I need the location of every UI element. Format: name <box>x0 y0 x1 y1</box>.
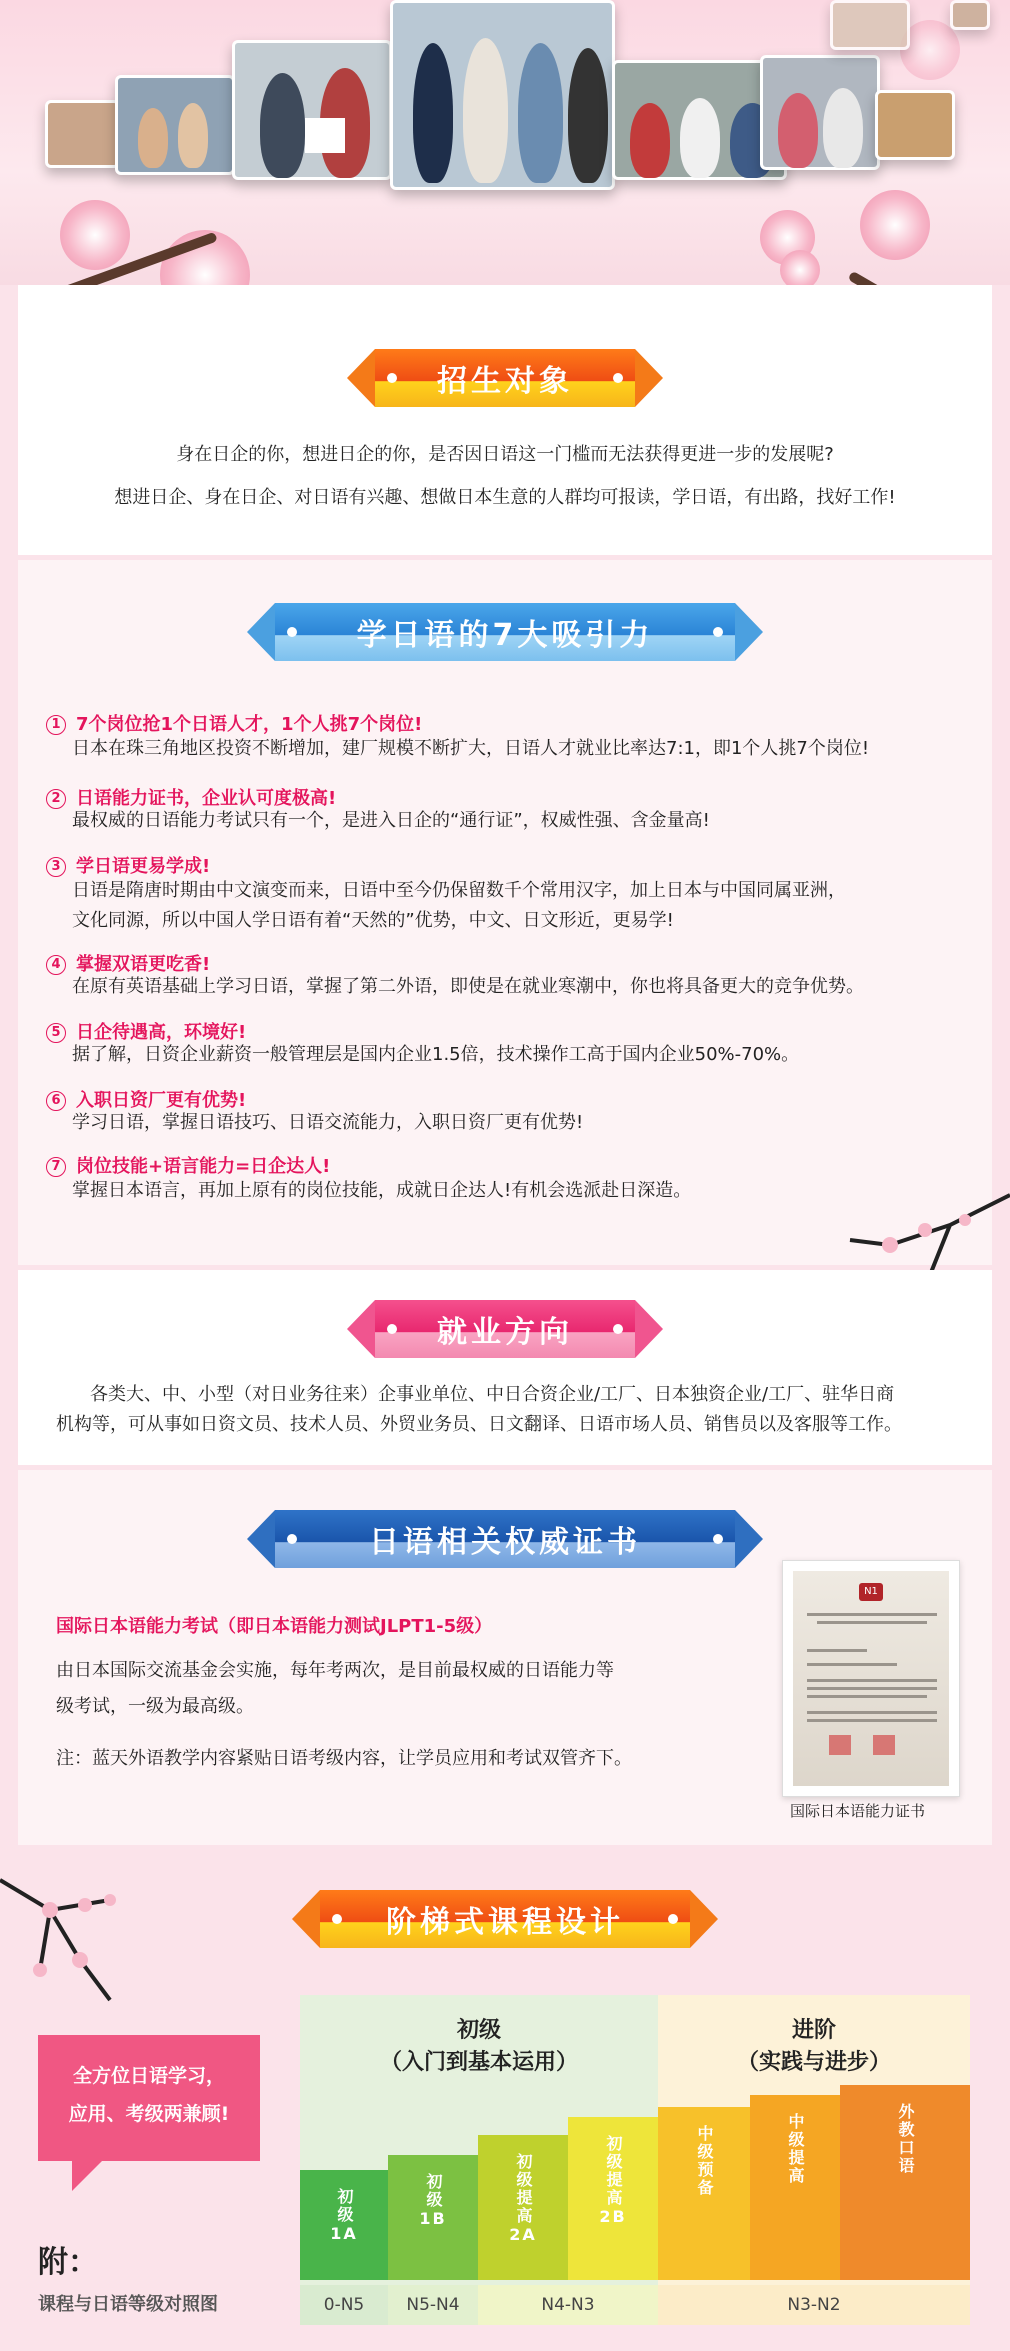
course-title: 阶梯式课程设计 <box>320 1890 690 1948</box>
n1-logo-icon: N1 <box>859 1583 883 1601</box>
course-bubble: 全方位日语学习， 应用、考级两兼顾! <box>38 2035 260 2161</box>
certificate-photo <box>232 40 392 180</box>
attraction-5-title: 5 日企待遇高，环境好! <box>46 1018 246 1044</box>
appendix-subtitle: 课程与日语等级对照图 <box>38 2294 218 2315</box>
attraction-7-body: 掌握日本语言，再加上原有的岗位技能，成就日企达人!有机会选派赴日深造。 <box>72 1180 692 1201</box>
certificate-desc-1: 由日本国际交流基金会实施，每年考两次，是目前最权威的日语能力等 <box>56 1660 614 1681</box>
certificate-image <box>782 1560 960 1797</box>
blossom-icon <box>780 250 820 285</box>
course-step-2b: 初级提高 2B <box>568 2117 658 2280</box>
attraction-3-body-2: 文化同源，所以中国人学日语有着“天然的”优势，中文、日文形近，更易学! <box>72 910 674 931</box>
attraction-5-body: 据了解，日资企业薪资一般管理层是国内企业1.5倍，技术操作工高于国内企业50%-70%。 <box>72 1044 800 1065</box>
hero-banner <box>0 0 1010 285</box>
course-step-mid-prep: 中级预备 <box>658 2107 750 2280</box>
attractions-title: 学日语的7大吸引力 <box>275 603 735 661</box>
attraction-6-body: 学习日语，掌握日语技巧、日语交流能力，入职日资厂更有优势! <box>72 1112 584 1133</box>
certificate-note: 注：蓝天外语教学内容紧贴日语考级内容，让学员应用和考试双管齐下。 <box>56 1748 632 1769</box>
attraction-7-title: 7 岗位技能+语言能力=日企达人! <box>46 1152 330 1178</box>
group-photo <box>115 75 235 175</box>
level-n4-n3: N4-N3 <box>478 2285 658 2325</box>
certificate-subtitle: 国际日本语能力考试（即日本语能力测试JLPT1-5级） <box>56 1616 493 1637</box>
zone-advanced-title: 进阶 （实践与进步） <box>736 2018 891 2075</box>
appendix-title: 附： <box>38 2245 98 2280</box>
group-photo <box>45 100 120 168</box>
certificate-desc-2: 级考试，一级为最高级。 <box>56 1696 254 1717</box>
employment-line-1: 各类大、中、小型（对日业务往来）企事业单位、中日合资企业/工厂、日本独资企业/工厂、驻华日商 <box>90 1384 895 1405</box>
attraction-2-body: 最权威的日语能力考试只有一个，是进入日企的“通行证”，权威性强、含金量高! <box>72 810 710 831</box>
attraction-1-title: 1 7个岗位抢1个日语人才，1个人挑7个岗位! <box>46 710 422 736</box>
course-step-mid-up: 中级提高 <box>750 2095 840 2280</box>
branch-icon <box>848 271 1009 285</box>
blossom-branch-icon <box>0 1860 160 2010</box>
course-chart <box>300 1995 970 2325</box>
attraction-1-body: 日本在珠三角地区投资不断增加，建厂规模不断扩大，日语人才就业比率达7:1，即1个人挑7个岗位! <box>72 738 870 759</box>
attraction-3-title: 3 学日语更易学成! <box>46 852 210 878</box>
team-photo <box>390 0 615 190</box>
course-step-1a: 初级 1A <box>300 2170 388 2280</box>
target-section <box>18 285 992 555</box>
group-photo <box>760 55 880 170</box>
employment-title: 就业方向 <box>375 1300 635 1358</box>
attraction-3-body-1: 日语是隋唐时期由中文演变而来，日语中至今仍保留数千个常用汉字，加上日本与中国同属亚洲， <box>72 880 846 901</box>
course-step-2a: 初级提高 2A <box>478 2135 568 2280</box>
target-line-1: 身在日企的你，想进日企的你，是否因日语这一门槛而无法获得更进一步的发展呢? <box>176 444 834 465</box>
level-0-n5: 0-N5 <box>300 2285 388 2325</box>
target-line-2: 想进日企、身在日企、对日语有兴趣、想做日本生意的人群均可报读，学日语，有出路，找好工作! <box>114 487 896 508</box>
level-n5-n4: N5-N4 <box>388 2285 478 2325</box>
attraction-4-title: 4 掌握双语更吃香! <box>46 950 210 976</box>
certificate-title: 日语相关权威证书 <box>275 1510 735 1568</box>
attraction-4-body: 在原有英语基础上学习日语，掌握了第二外语，即使是在就业寒潮中，你也将具备更大的竞争优势。 <box>72 976 864 997</box>
attraction-6-title: 6 入职日资厂更有优势! <box>46 1086 246 1112</box>
blossom-icon <box>860 190 930 260</box>
level-n3-n2: N3-N2 <box>658 2285 970 2325</box>
course-step-oral: 外教口语 <box>840 2085 970 2280</box>
zone-beginner-title: 初级 （入门到基本运用） <box>379 2018 578 2075</box>
target-title: 招生对象 <box>375 349 635 407</box>
group-photo <box>830 0 910 50</box>
attraction-2-title: 2 日语能力证书，企业认可度极高! <box>46 784 336 810</box>
group-photo <box>950 0 990 30</box>
blossom-icon <box>60 200 130 270</box>
classroom-photo <box>875 90 955 160</box>
course-step-1b: 初级 1B <box>388 2155 478 2280</box>
certificate-caption: 国际日本语能力证书 <box>790 1802 926 1820</box>
employment-line-2: 机构等，可从事如日资文员、技术人员、外贸业务员、日文翻译、日语市场人员、销售员以及客服等工作。 <box>56 1414 902 1435</box>
